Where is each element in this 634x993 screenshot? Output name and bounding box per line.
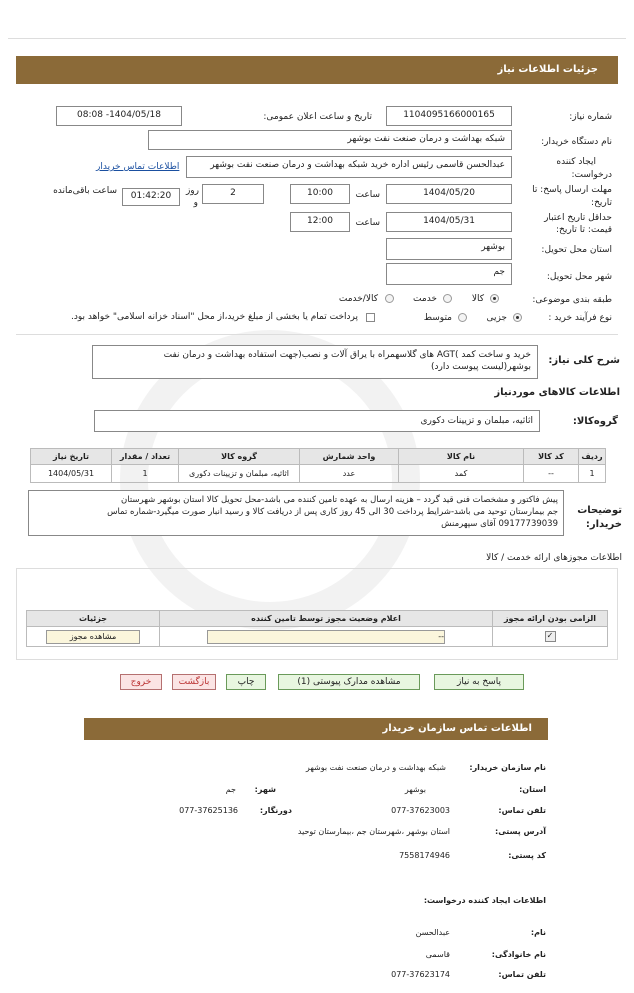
creator-family-label: نام خانوادگی: bbox=[491, 950, 546, 959]
announce-field: 1404/05/18- 08:08 bbox=[56, 106, 182, 126]
cell-code: -- bbox=[524, 465, 579, 483]
cell-date: 1404/05/31 bbox=[31, 465, 112, 483]
contact-fax-value: 077-37625136 bbox=[179, 806, 238, 815]
table-row bbox=[27, 627, 608, 647]
cell-row: 1 bbox=[579, 465, 606, 483]
cell-license-details bbox=[27, 627, 160, 647]
goods-table-header bbox=[31, 449, 606, 465]
buyer-org-label: نام دستگاه خریدار: bbox=[541, 137, 612, 147]
col-license-details: جزئیات bbox=[27, 611, 160, 627]
treasury-checkbox[interactable] bbox=[366, 313, 375, 322]
category-service-radio[interactable] bbox=[443, 294, 452, 303]
contact-province-label: استان: bbox=[519, 785, 546, 794]
need-number-field: 1104095166000165 bbox=[386, 106, 512, 126]
contact-title: اطلاعات تماس سازمان خریدار bbox=[382, 723, 532, 734]
col-name: نام کالا bbox=[399, 449, 524, 465]
creator-label-1: ایجاد کننده bbox=[556, 157, 596, 167]
validity-date-field: 1404/05/31 bbox=[386, 212, 512, 232]
col-qty: تعداد / مقدار bbox=[112, 449, 179, 465]
buyer-org-field: شبکه بهداشت و درمان صنعت نفت بوشهر bbox=[148, 130, 512, 150]
buyer-notes-line-3: 09177739039 آقای سپهرمنش bbox=[441, 519, 558, 529]
category-service-label: خدمت bbox=[413, 294, 437, 304]
process-label: نوع فرآیند خرید : bbox=[548, 313, 612, 323]
validity-time-field: 12:00 bbox=[290, 212, 350, 232]
creator-label-2: درخواست: bbox=[571, 170, 612, 180]
category-label: طبقه بندی موضوعی: bbox=[532, 295, 612, 305]
province-label: استان محل تحویل: bbox=[541, 245, 612, 255]
and-label: و bbox=[193, 198, 198, 208]
col-license-required: الزامی بودن ارائه مجوز bbox=[493, 611, 608, 627]
panel-title: جزئیات اطلاعات نیاز bbox=[497, 64, 598, 75]
col-group: گروه کالا bbox=[179, 449, 300, 465]
col-license-status: اعلام وضعیت مجوز توسط تامین کننده bbox=[160, 611, 493, 627]
contact-address-value: استان بوشهر ،شهرستان جم ،بیمارستان توحید bbox=[297, 827, 450, 836]
creator-family-value: قاسمی bbox=[425, 950, 450, 959]
table-row bbox=[31, 465, 606, 483]
description-text-2: بوشهر(لیست پیوست دارد) bbox=[431, 362, 531, 372]
contact-province-value: بوشهر bbox=[404, 785, 426, 794]
col-row: ردیف bbox=[579, 449, 606, 465]
col-code: کد کالا bbox=[524, 449, 579, 465]
buyer-notes-label-1: توضیحات bbox=[577, 505, 622, 516]
contact-org-label: نام سازمان خریدار: bbox=[469, 763, 546, 772]
view-license-button[interactable]: مشاهده مجوز bbox=[46, 630, 140, 644]
process-minor-radio[interactable] bbox=[513, 313, 522, 322]
creator-phone-label: تلفن تماس: bbox=[498, 970, 546, 979]
cell-license-required bbox=[493, 627, 608, 647]
print-button[interactable]: چاپ bbox=[226, 674, 266, 690]
top-divider bbox=[8, 38, 626, 39]
send-date-field: 1404/05/20 bbox=[386, 184, 512, 204]
col-date: تاریخ نیاز bbox=[31, 449, 112, 465]
cell-group: اثاثیه، مبلمان و تزیینات دکوری bbox=[179, 465, 300, 483]
contact-postal-value: 7558174946 bbox=[399, 851, 450, 860]
send-deadline-label-1: مهلت ارسال پاسخ: تا bbox=[532, 185, 612, 195]
license-status-field[interactable]: -- bbox=[207, 630, 445, 644]
announce-label: تاریخ و ساعت اعلان عمومی: bbox=[263, 112, 372, 122]
days-field: 2 bbox=[202, 184, 264, 204]
reply-button[interactable]: پاسخ به نیاز bbox=[434, 674, 524, 690]
category-goods-service-label: کالا/خدمت bbox=[338, 294, 378, 304]
validity-time-label: ساعت bbox=[355, 218, 380, 228]
creator-phone-value: 077-37623174 bbox=[391, 970, 450, 979]
contact-address-label: آدرس پستی: bbox=[495, 827, 546, 836]
buyer-contact-link[interactable]: اطلاعات تماس خریدار bbox=[96, 162, 180, 172]
process-medium-radio[interactable] bbox=[458, 313, 467, 322]
treasury-note: پرداخت تمام یا بخشی از مبلغ خرید،از محل "اسناد خزانه اسلامی" خواهد بود. bbox=[70, 312, 358, 322]
send-time-field: 10:00 bbox=[290, 184, 350, 204]
days-label: روز bbox=[185, 186, 199, 196]
buyer-notes-box bbox=[28, 490, 564, 536]
province-field: بوشهر bbox=[386, 238, 512, 260]
send-time-label: ساعت bbox=[355, 190, 380, 200]
creator-name-value: عبدالحسن bbox=[415, 928, 450, 937]
goods-group-label: گروه‌کالا: bbox=[572, 416, 618, 427]
buyer-notes-line-2: جم بیمارستان توحید می باشد-شرایط پرداخت 30 الی 45 روز کاری پس از دریافت کالا و رسید انبار صورت میگیرد-شماره تماس bbox=[107, 507, 558, 517]
license-required-checkbox: ✓ bbox=[545, 631, 556, 642]
cell-qty: 1 bbox=[112, 465, 179, 483]
contact-postal-label: کد پستی: bbox=[508, 851, 546, 860]
category-goods-service-radio[interactable] bbox=[385, 294, 394, 303]
category-goods-label: کالا bbox=[471, 294, 484, 304]
city-field: جم bbox=[386, 263, 512, 285]
city-label: شهر محل تحویل: bbox=[546, 272, 612, 282]
validity-label-1: حداقل تاریخ اعتبار bbox=[544, 213, 612, 223]
contact-fax-label: دورنگار: bbox=[259, 806, 292, 815]
col-unit: واحد شمارش bbox=[300, 449, 399, 465]
buyer-notes-line-1: پیش فاکتور و مشخصات فنی قید گردد – هزینه ارسال به عهده تامین کننده می باشد-محل تحویل کالا استان بوشهر شهرستان bbox=[121, 495, 558, 505]
buyer-notes-label-2: خریدار: bbox=[585, 519, 622, 530]
panel-header bbox=[16, 56, 618, 84]
cell-unit: عدد bbox=[300, 465, 399, 483]
license-table-header bbox=[27, 611, 608, 627]
process-medium-label: متوسط bbox=[423, 313, 452, 323]
goods-table bbox=[30, 448, 606, 483]
creator-field: عبدالحسن قاسمی رئیس اداره خرید شبکه بهداشت و درمان صنعت نفت بوشهر bbox=[186, 156, 512, 178]
creator-info-title: اطلاعات ایجاد کننده درخواست: bbox=[423, 896, 546, 905]
remaining-label: ساعت باقی‌مانده bbox=[53, 186, 117, 196]
category-goods-radio[interactable] bbox=[490, 294, 499, 303]
description-box bbox=[92, 345, 538, 379]
contact-phone-label: تلفن تماس: bbox=[498, 806, 546, 815]
description-label: شرح کلی نیاز: bbox=[548, 355, 620, 366]
attachments-button[interactable]: مشاهده مدارک پیوستی (1) bbox=[278, 674, 420, 690]
contact-city-label: شهر: bbox=[254, 785, 276, 794]
creator-name-label: نام: bbox=[530, 928, 546, 937]
contact-phone-value: 077-37623003 bbox=[391, 806, 450, 815]
cell-license-status bbox=[160, 627, 493, 647]
validity-label-2: قیمت: تا تاریخ: bbox=[556, 225, 612, 235]
divider-1 bbox=[16, 334, 618, 335]
license-section-title: اطلاعات مجوزهای ارائه خدمت / کالا bbox=[486, 553, 622, 563]
process-minor-label: جزیی bbox=[486, 313, 507, 323]
back-button[interactable]: بازگشت bbox=[172, 674, 216, 690]
contact-org-value: شبکه بهداشت و درمان صنعت نفت بوشهر bbox=[305, 763, 446, 772]
need-number-label: شماره نیاز: bbox=[569, 112, 612, 122]
send-deadline-label-2: تاریخ: bbox=[591, 198, 612, 208]
goods-group-field: اثاثیه، مبلمان و تزیینات دکوری bbox=[94, 410, 540, 432]
contact-header bbox=[84, 718, 548, 740]
goods-section-title: اطلاعات کالاهای مورد‌نیاز bbox=[494, 387, 620, 398]
exit-button[interactable]: خروج bbox=[120, 674, 162, 690]
contact-city-value: جم bbox=[225, 785, 236, 794]
license-table bbox=[26, 610, 608, 647]
cell-name: کمد bbox=[399, 465, 524, 483]
remaining-time-field: 01:42:20 bbox=[122, 188, 180, 206]
description-text-1: خرید و ساخت کمد )AGT های گلاسهمراه با یراق آلات و نصب(جهت استفاده بهداشت و درمان نفت bbox=[163, 350, 531, 360]
